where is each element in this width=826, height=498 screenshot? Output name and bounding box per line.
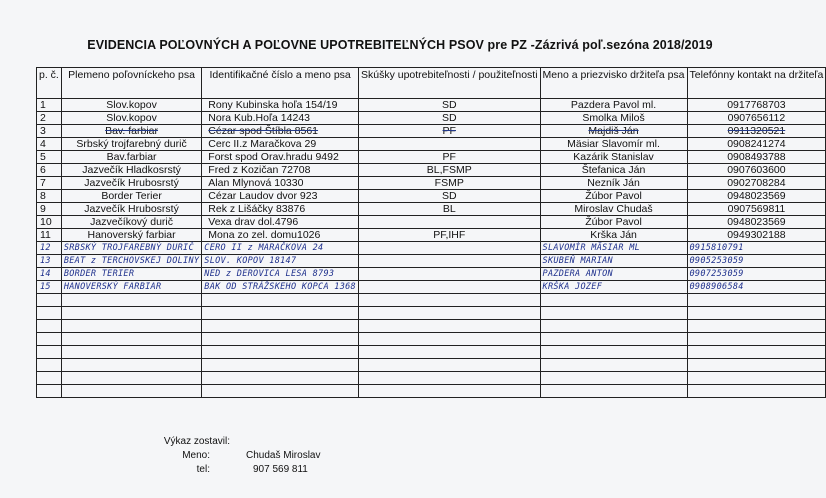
- cell-exams: PF: [358, 151, 540, 164]
- header-owner: Meno a priezvisko držiteľa psa: [540, 68, 687, 99]
- cell-owner: PAZDERA ANTON: [540, 268, 687, 281]
- cell-phone: 0948023569: [687, 190, 826, 203]
- cell-breed: Slov.kopov: [61, 112, 201, 125]
- cell-phone: 0908241274: [687, 138, 826, 151]
- cell-owner: Nezník Ján: [540, 177, 687, 190]
- document-title: EVIDENCIA POĽOVNÝCH A POĽOVNE UPOTREBITEĽNÝCH PSOV pre PZ -Zázrivá poľ.sezóna 2018/2019: [87, 38, 713, 52]
- cell-owner: Žúbor Pavol: [540, 190, 687, 203]
- table-row-empty: [37, 346, 826, 359]
- table-row-struck: [37, 125, 826, 138]
- cell-num: 5: [37, 151, 62, 164]
- table-header-row: [37, 68, 826, 99]
- cell-num: 4: [37, 138, 62, 151]
- table-row: [37, 229, 826, 242]
- cell-breed: Jazvečík Hrubosrstý: [61, 203, 201, 216]
- cell-num: 3: [37, 125, 62, 138]
- struck-text: Cézar spod Štíbla 8561: [208, 124, 319, 137]
- cell-id: [202, 125, 359, 138]
- cell-id: Nora Kub.Hoľa 14243: [202, 112, 359, 125]
- cell-num: 10: [37, 216, 62, 229]
- cell-owner: Pazdera Pavol ml.: [540, 99, 687, 112]
- cell-id: Cézar Laudov dvor 923: [202, 190, 359, 203]
- cell-owner: SKUBEŇ MARIAN: [540, 255, 687, 268]
- cell-phone: 0902708284: [687, 177, 826, 190]
- cell-id: Rony Kubinska hoľa 154/19: [202, 99, 359, 112]
- cell-phone: 0917768703: [687, 99, 826, 112]
- header-exams: Skúšky upotrebiteľnosti / použiteľnosti: [358, 68, 540, 99]
- struck-text: Majdiš Ján: [588, 124, 639, 137]
- struck-text: PF: [442, 124, 456, 137]
- cell-id: CERO II z MARAČKOVA 24: [202, 242, 359, 255]
- cell-exams: BL: [358, 203, 540, 216]
- cell-breed: Jazvečík Hladkosrstý: [61, 164, 201, 177]
- cell-breed: BEAT z TERCHOVSKEJ DOLINY: [61, 255, 201, 268]
- cell-id: BAK OD STRÁŽSKEHO KOPCA 1368: [202, 281, 359, 294]
- cell-phone: 0907253059: [687, 268, 826, 281]
- cell-owner: Smolka Miloš: [540, 112, 687, 125]
- cell-breed: BORDER TERIER: [61, 268, 201, 281]
- table-row: [37, 99, 826, 112]
- cell-breed: Bav.farbiar: [61, 151, 201, 164]
- cell-owner: Krška Ján: [540, 229, 687, 242]
- cell-phone: 0905253059: [687, 255, 826, 268]
- cell-id: Cerc II.z Maračkova 29: [202, 138, 359, 151]
- table-row: [37, 164, 826, 177]
- cell-exams: [358, 125, 540, 138]
- table-row: [37, 112, 826, 125]
- header-id: Identifikačné číslo a meno psa: [202, 68, 359, 99]
- cell-id: Vexa drav dol.4796: [202, 216, 359, 229]
- cell-phone: 0907569811: [687, 203, 826, 216]
- cell-breed: [61, 125, 201, 138]
- cell-num: 7: [37, 177, 62, 190]
- name-label: Meno:: [182, 450, 210, 461]
- table-row-handwritten: [37, 242, 826, 255]
- cell-owner: Mäsiar Slavomír ml.: [540, 138, 687, 151]
- cell-phone: [687, 125, 826, 138]
- table-row: [37, 203, 826, 216]
- compiler-tel: 907 569 811: [253, 464, 308, 475]
- cell-owner: SLAVOMÍR MÄSIAR ML: [540, 242, 687, 255]
- table-row-empty: [37, 307, 826, 320]
- cell-breed: Jazvečíkový durič: [61, 216, 201, 229]
- struck-text: Bav. farbiar: [105, 124, 159, 137]
- cell-phone: 0949302188: [687, 229, 826, 242]
- table-row-handwritten: [37, 255, 826, 268]
- cell-exams: [358, 268, 540, 281]
- table-row: [37, 177, 826, 190]
- cell-exams: [358, 255, 540, 268]
- table-row-empty: [37, 385, 826, 398]
- cell-exams: [358, 216, 540, 229]
- dog-register-table: [36, 67, 826, 398]
- cell-num: 8: [37, 190, 62, 203]
- table-row-empty: [37, 372, 826, 385]
- table-row: [37, 190, 826, 203]
- header-phone: Telefónny kontakt na držiteľa: [687, 68, 826, 99]
- cell-owner: Žúbor Pavol: [540, 216, 687, 229]
- table-row-handwritten: [37, 281, 826, 294]
- cell-breed: Border Terier: [61, 190, 201, 203]
- cell-owner: Kazárik Stanislav: [540, 151, 687, 164]
- cell-phone: 0948023569: [687, 216, 826, 229]
- cell-breed: Jazvečík Hrubosrstý: [61, 177, 201, 190]
- cell-breed: HANOVERSKÝ FARBIAR: [61, 281, 201, 294]
- cell-exams: SD: [358, 99, 540, 112]
- struck-text: 0911320521: [727, 124, 786, 137]
- cell-breed: Hanoverský farbiar: [61, 229, 201, 242]
- table-row: [37, 216, 826, 229]
- cell-exams: PF,IHF: [358, 229, 540, 242]
- cell-phone: 0908493788: [687, 151, 826, 164]
- cell-id: Rek z Lišáčky 83876: [202, 203, 359, 216]
- table-row-empty: [37, 294, 826, 307]
- cell-exams: [358, 242, 540, 255]
- cell-num: 14: [37, 268, 62, 281]
- cell-breed: SRBSKÝ TROJFAREBNÝ DURIČ: [61, 242, 201, 255]
- cell-phone: 0907603600: [687, 164, 826, 177]
- cell-id: Fred z Kozičan 72708: [202, 164, 359, 177]
- cell-phone: 0908906584: [687, 281, 826, 294]
- cell-id: SLOV. KOPOV 18147: [202, 255, 359, 268]
- table-row-empty: [37, 359, 826, 372]
- cell-exams: SD: [358, 190, 540, 203]
- cell-exams: [358, 281, 540, 294]
- table-row: [37, 151, 826, 164]
- cell-owner: KRŠKA JOZEF: [540, 281, 687, 294]
- tel-label: tel:: [196, 464, 210, 475]
- cell-exams: FSMP: [358, 177, 540, 190]
- cell-num: 12: [37, 242, 62, 255]
- header-num: p. č.: [37, 68, 62, 99]
- cell-num: 15: [37, 281, 62, 294]
- cell-exams: [358, 138, 540, 151]
- cell-num: 6: [37, 164, 62, 177]
- cell-id: Alan Mlynová 10330: [202, 177, 359, 190]
- compiled-label: Výkaz zostavil:: [163, 436, 230, 447]
- table-row-empty: [37, 320, 826, 333]
- cell-owner: Štefanica Ján: [540, 164, 687, 177]
- cell-id: Forst spod Orav.hradu 9492: [202, 151, 359, 164]
- cell-owner: [540, 125, 687, 138]
- cell-exams: BL,FSMP: [358, 164, 540, 177]
- cell-phone: 0907656112: [687, 112, 826, 125]
- footer-compiler: [120, 436, 420, 486]
- cell-id: NED z DEROVICA LESA 8793: [202, 268, 359, 281]
- compiler-name: Chudaš Miroslav: [246, 450, 321, 461]
- cell-owner: Miroslav Chudaš: [540, 203, 687, 216]
- table-row-empty: [37, 333, 826, 346]
- table-row-handwritten: [37, 268, 826, 281]
- cell-exams: SD: [358, 112, 540, 125]
- cell-breed: Srbský trojfarebný durič: [61, 138, 201, 151]
- cell-num: 9: [37, 203, 62, 216]
- cell-breed: Slov.kopov: [61, 99, 201, 112]
- cell-num: 2: [37, 112, 62, 125]
- cell-num: 13: [37, 255, 62, 268]
- header-breed: Plemeno poľovníckeho psa: [61, 68, 201, 99]
- cell-phone: 0915810791: [687, 242, 826, 255]
- cell-id: Mona zo zel. domu1026: [202, 229, 359, 242]
- cell-num: 1: [37, 99, 62, 112]
- cell-num: 11: [37, 229, 62, 242]
- table-row: [37, 138, 826, 151]
